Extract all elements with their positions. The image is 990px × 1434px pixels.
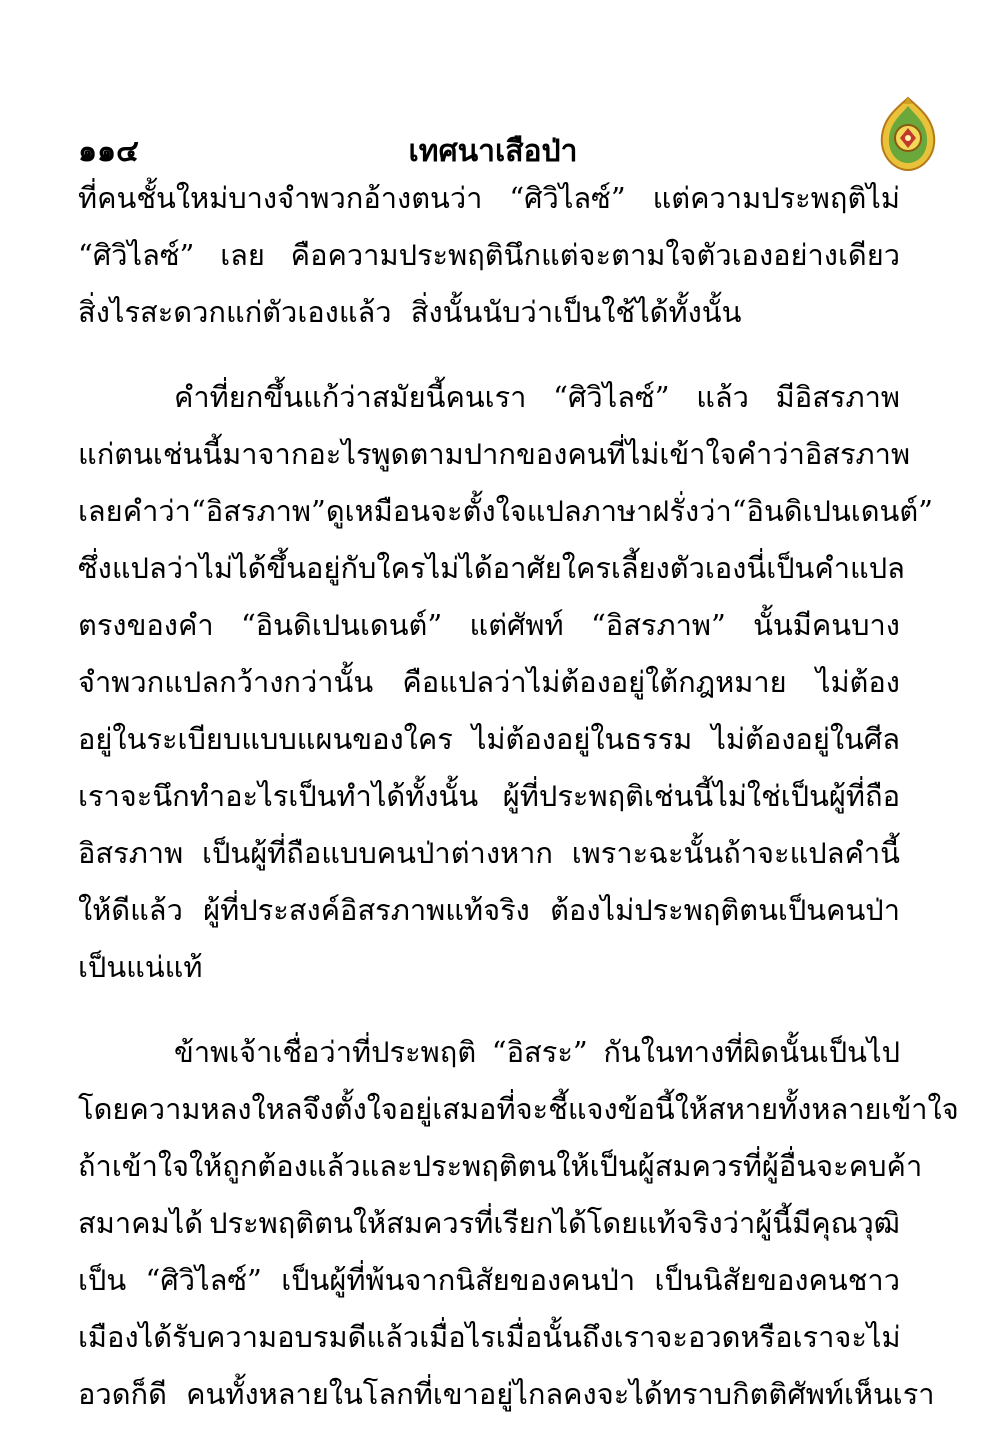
text-line: “ศิวิไลซ์” เลย คือความประพฤตินึกแต่จะตามใจตัวเองอย่างเดียว [78,238,900,272]
text-line: โดยความหลงใหล จึงตั้งใจอยู่เสมอที่จะชี้แจงข้อนี้ให้สหายทั้งหลายเข้าใจ [78,1092,959,1126]
text-line: ซึ่งแปลว่าไม่ได้ขึ้นอยู่กับใคร ไม่ได้อาศัยใคร เลี้ยงตัวเอง นี่เป็นคำแปล [78,551,905,585]
text-line: อิสรภาพ เป็นผู้ที่ถือแบบคนป่าต่างหาก เพราะฉะนั้นถ้าจะแปลคำนี้ [78,836,900,870]
text-line: อวดก็ดี คนทั้งหลายในโลกที่เขาอยู่ไกลคงจะได้ทราบกิตติศัพท์เห็นเรา [78,1377,935,1411]
text-line: จำพวกแปลกว้างกว่านั้น คือแปลว่าไม่ต้องอยู่ใต้กฎหมาย ไม่ต้อง [78,665,900,699]
text-line: สมาคมได้ ประพฤติตนให้สมควรที่เรียกได้โดยแท้จริงว่าผู้นี้มีคุณวุฒิ [78,1206,900,1240]
text-line: เราจะนึกทำอะไรเป็นทำได้ทั้งนั้น ผู้ที่ประพฤติเช่นนี้ไม่ใช่เป็นผู้ที่ถือ [78,779,900,813]
text-line: ให้ดีแล้ว ผู้ที่ประสงค์อิสรภาพแท้จริง ต้องไม่ประพฤติตนเป็นคนป่า [78,893,900,927]
paragraph [78,1024,959,1423]
page-number: ๑๑๔ [78,134,139,169]
text-line: ตรงของคำ “อินดิเปนเดนต์” แต่ศัพท์ “อิสรภาพ” นั้นมีคนบาง [78,608,900,642]
text-line: แก่ตนเช่นนี้ มาจากอะไร พูดตามปากของคนที่ไม่เข้าใจคำว่าอิสรภาพ [78,437,911,471]
text-line: อยู่ในระเบียบแบบแผนของใคร ไม่ต้องอยู่ในธรรม ไม่ต้องอยู่ในศีล [78,722,900,756]
text-line: เป็นแน่แท้ [78,950,203,984]
text-line: เป็น “ศิวิไลซ์” เป็นผู้ที่พ้นจากนิสัยของคนป่า เป็นนิสัยของคนชาว [78,1263,900,1297]
text-line: ที่คนชั้นใหม่บางจำพวกอ้างตนว่า “ศิวิไลซ์” แต่ความประพฤติไม่ [78,181,900,215]
paragraph [78,170,900,341]
text-line: เมืองได้รับความอบรมดีแล้วเมื่อไร เมื่อนั้นถึงเราจะอวดหรือเราจะไม่ [78,1320,901,1354]
text-line: เลย คำว่า “อิสรภาพ” ดูเหมือนจะตั้งใจแปลภาษาฝรั่งว่า “อินดิเปนเดนต์” [78,494,934,528]
royal-emblem-icon [876,96,940,172]
paragraph [78,369,934,996]
text-line: ถ้าเข้าใจให้ถูกต้องแล้วและประพฤติตนให้เป็นผู้สมควรที่ผู้อื่นจะคบค้า [78,1149,923,1183]
page-body [78,170,959,1423]
page-title: เทศนาเสือป่า [408,134,578,169]
text-line: ข้าพเจ้าเชื่อว่าที่ประพฤติ “อิสระ” กันในทางที่ผิดนั้นเป็นไป [174,1035,900,1069]
text-line: คำที่ยกขึ้นแก้ว่าสมัยนี้คนเรา “ศิวิไลซ์” แล้ว มีอิสรภาพ [174,380,900,414]
page-header [78,118,908,178]
text-line: สิ่งไรสะดวกแก่ตัวเองแล้ว สิ่งนั้นนับว่าเป็นใช้ได้ทั้งนั้น [78,295,742,329]
